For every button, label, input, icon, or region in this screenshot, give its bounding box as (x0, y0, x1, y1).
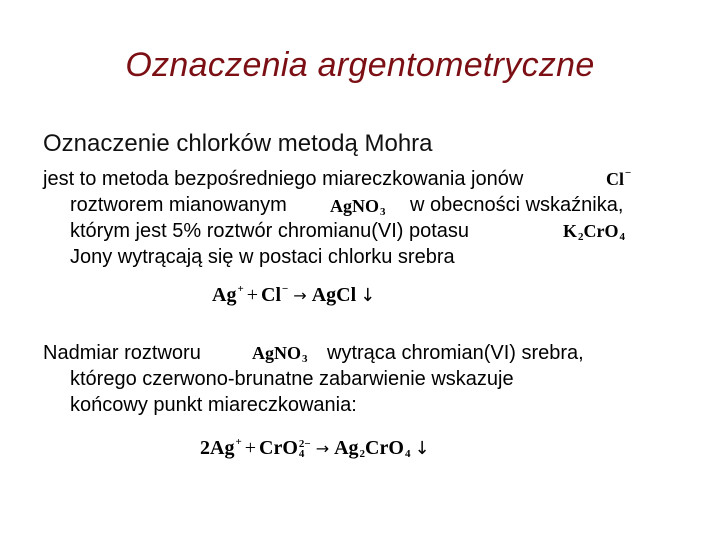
silver-nitrate-2-sub: 3 (302, 353, 308, 365)
reaction2-arrow-icon: → (315, 439, 330, 458)
chloride-symbol: Cl (606, 169, 624, 189)
potassium-chromate-formula (563, 221, 625, 243)
para1-line4: Jony wytrącają się w postaci chlorku srebra (70, 246, 455, 268)
para2-line1a: Nadmiar roztworu (43, 342, 201, 364)
r2-product-silver: Ag (334, 437, 359, 459)
potassium-sub: 2 (578, 231, 584, 243)
precipitate-arrow-icon: ↓ (360, 285, 376, 306)
r1-silver: Ag (212, 284, 237, 306)
r1-chloride: Cl (261, 284, 282, 306)
r2-silver: 2Ag (200, 437, 235, 459)
r2-chromate-indices (299, 439, 311, 459)
r2-product-chromate: CrO (365, 437, 404, 459)
reaction-arrow-icon: → (293, 286, 307, 305)
para2-line3: końcowy punkt miareczkowania: (70, 394, 357, 416)
para1-line1: jest to metoda bezpośredniego miareczkowania jonów (43, 168, 524, 190)
r1-chloride-charge: − (282, 283, 289, 295)
potassium-symbol: K (563, 221, 578, 241)
silver-nitrate-2-main: AgNO (252, 343, 301, 363)
r2-silver-charge: + (235, 436, 242, 448)
para1-line2a: roztworem mianowanym (70, 194, 287, 216)
r2-product-silver-sub: 2 (359, 448, 366, 460)
r2-chromate-sub: 4 (298, 448, 305, 461)
r2-chromate-charge: 2− (298, 438, 311, 451)
para1-line2b: w obecności wskaźnika, (410, 194, 624, 216)
silver-nitrate-sub: 3 (380, 206, 386, 218)
silver-nitrate-formula (330, 196, 386, 218)
chromate-symbol: CrO (583, 221, 619, 241)
r1-silver-charge: + (237, 283, 244, 295)
r2-chromate: CrO (259, 437, 298, 459)
chromate-sub: 4 (619, 231, 626, 243)
para1-line3: którym jest 5% roztwór chromianu(VI) potasu (70, 220, 470, 242)
reaction1-equation (212, 283, 375, 307)
r1-plus: + (246, 284, 259, 306)
r2-product-chromate-sub: 4 (404, 448, 411, 460)
r1-product: AgCl (311, 284, 357, 306)
r2-plus: + (244, 437, 257, 459)
slide-subtitle: Oznaczenie chlorków metodą Mohra (43, 130, 433, 157)
chloride-ion-formula (606, 167, 631, 190)
silver-nitrate-main: AgNO (330, 196, 379, 216)
reaction2-equation (200, 436, 430, 460)
slide-title: Oznaczenia argentometryczne (125, 46, 595, 84)
silver-nitrate-formula-2 (252, 343, 308, 365)
chloride-charge: − (625, 167, 632, 179)
para2-line2: którego czerwono-brunatne zabarwienie wskazuje (70, 368, 514, 390)
precipitate2-arrow-icon: ↓ (414, 438, 430, 459)
para2-line1b: wytrąca chromian(VI) srebra, (327, 342, 584, 364)
